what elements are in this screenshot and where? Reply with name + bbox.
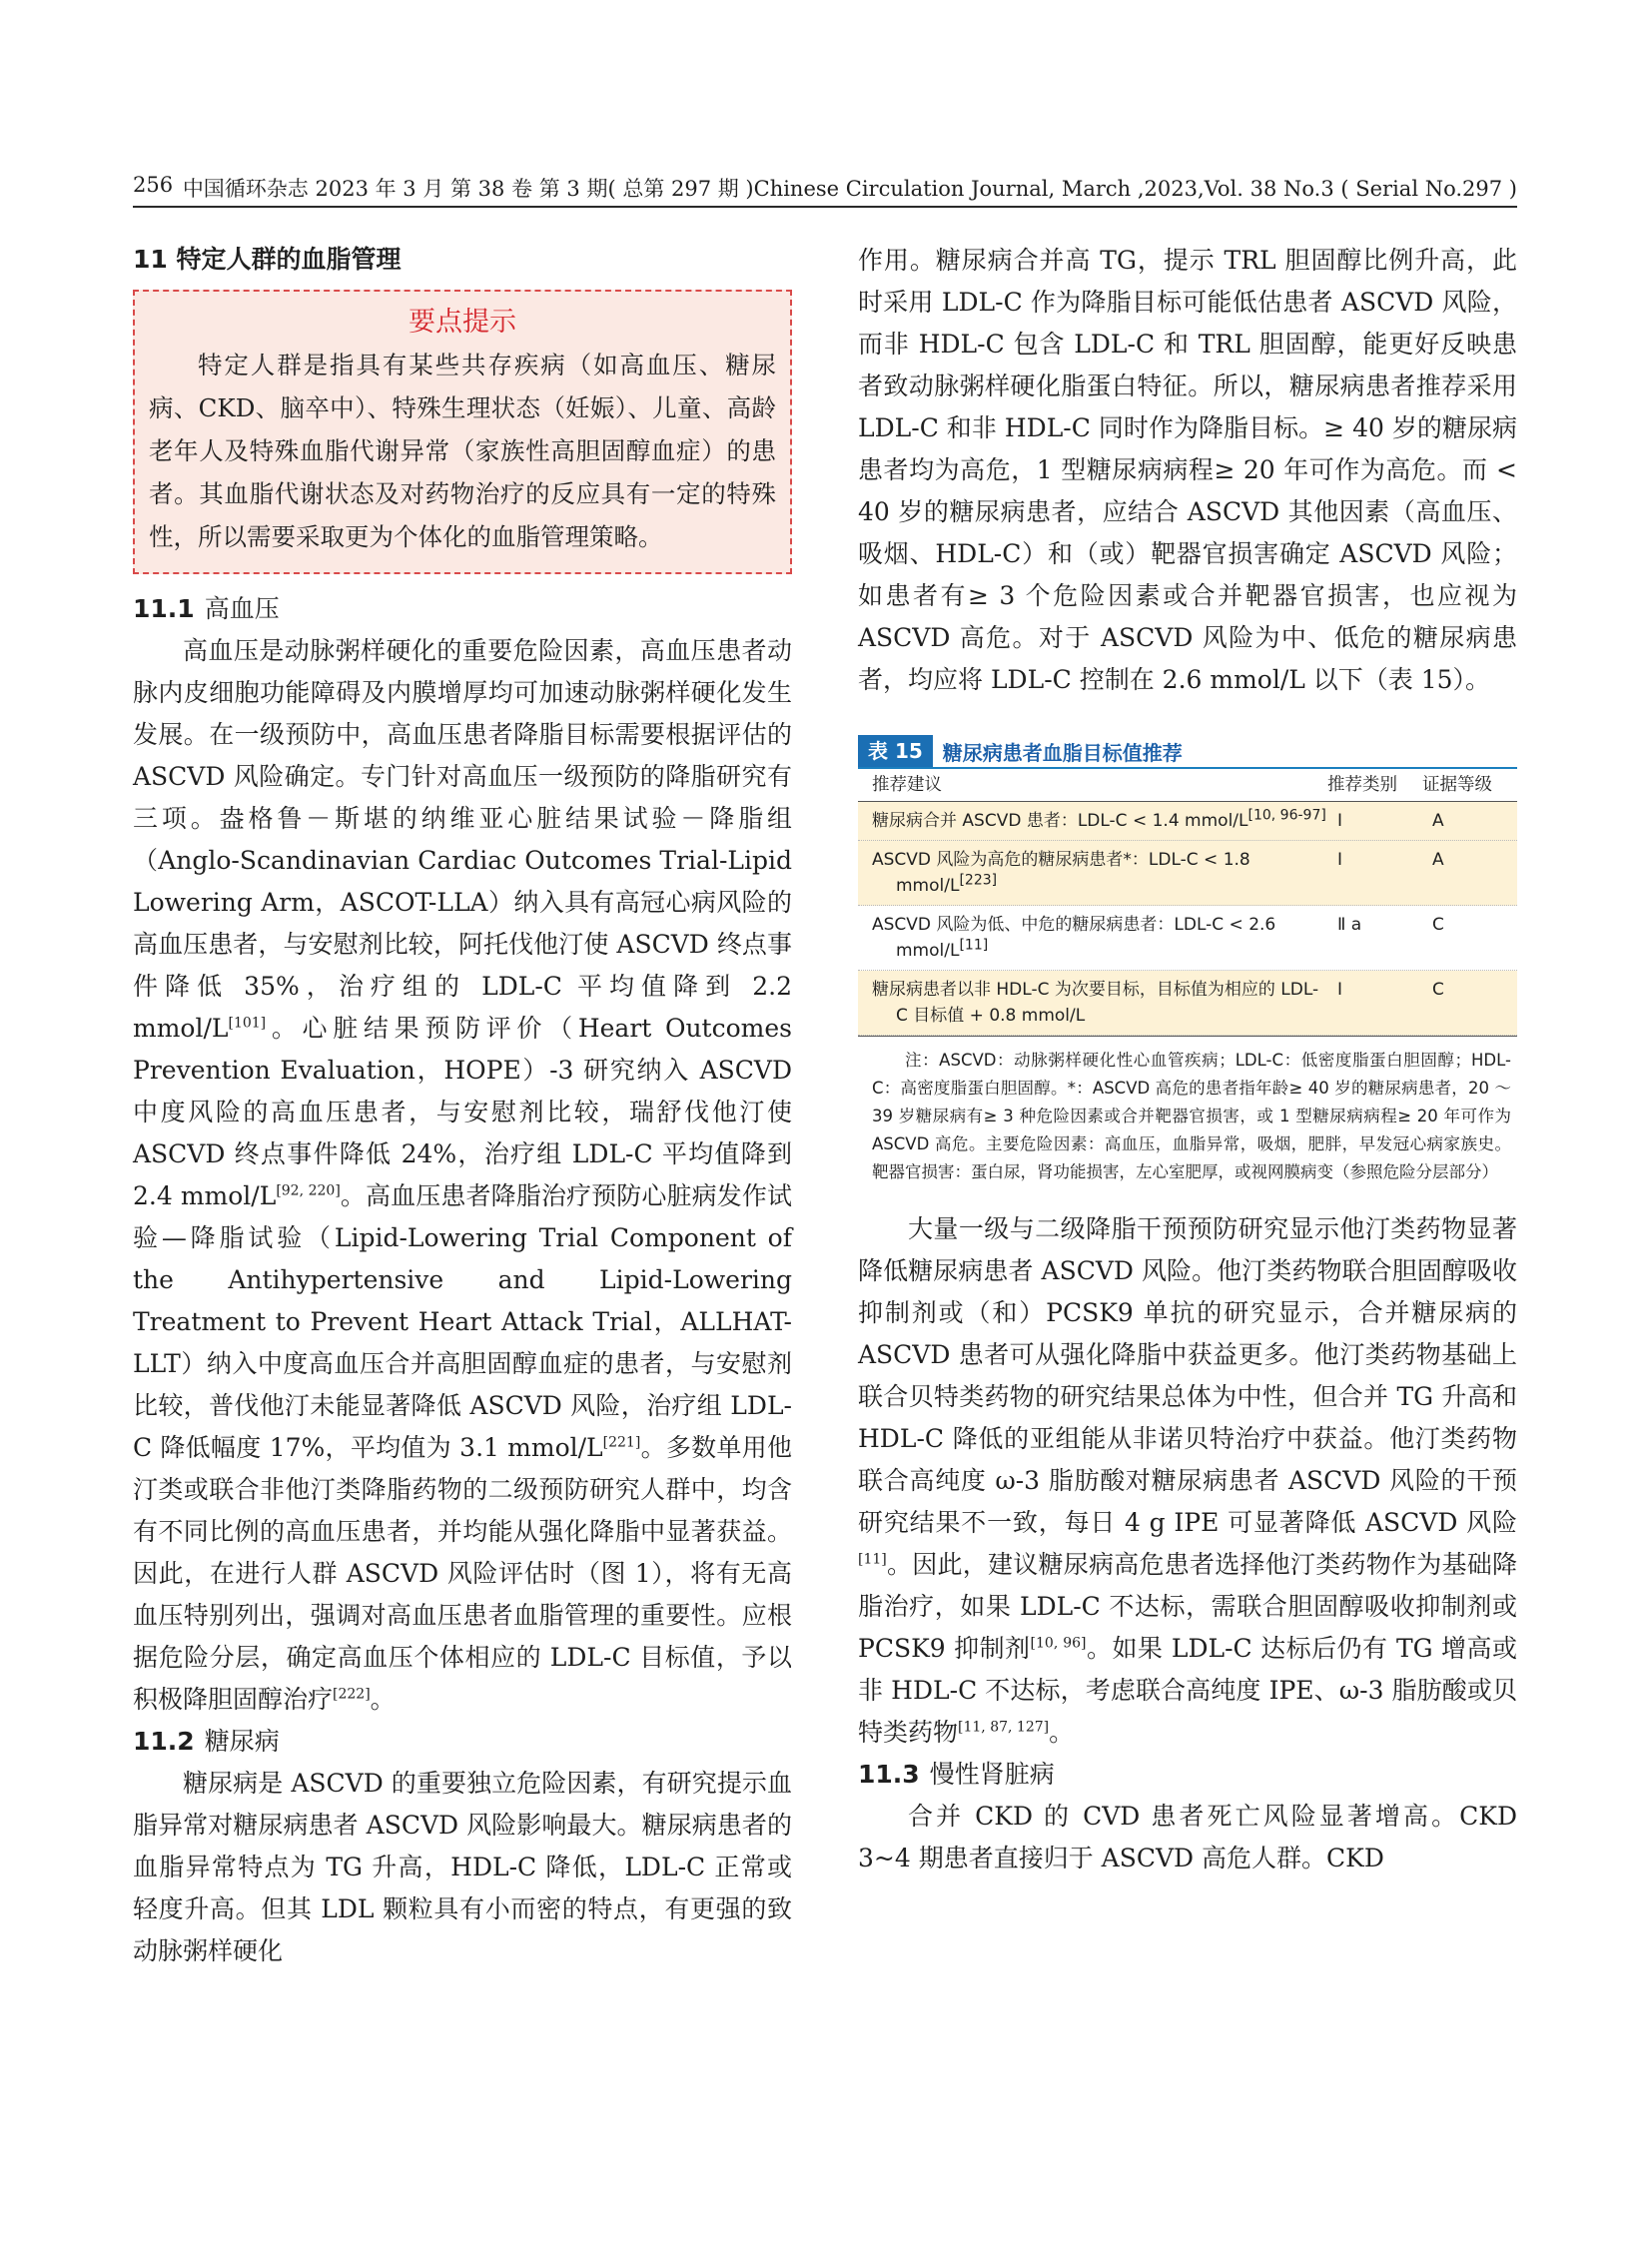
citation[interactable]: [11] [858, 1551, 887, 1568]
table-header-row [858, 769, 1517, 802]
subsection-heading-11-3 [858, 1754, 1517, 1796]
col-level: 证据等级 [1422, 775, 1492, 795]
left-column [133, 240, 792, 1972]
section-title: 11 特定人群的血脂管理 [133, 245, 402, 274]
subsection-heading-11-2 [133, 1721, 792, 1763]
cell-level: C [1432, 980, 1444, 1000]
cell-recommendation: 糖尿病患者以非 HDL-C 为次要目标，目标值为相应的 LDL-C 目标值 + 0.8 mmol/L [872, 980, 1319, 1026]
paragraph-diabetes-1: 糖尿病是 ASCVD 的重要独立危险因素，有研究提示血脂异常对糖尿病患者 ASCVD 风险影响最大。糖尿病患者的血脂异常特点为 TG 升高，HDL-C 降低，LDL-C 正常或轻度升高。但其 LDL 颗粒具有小而密的特点，有更强的致动脉粥样硬化 [133, 1769, 792, 1965]
subsection-title: 高血压 [204, 594, 280, 623]
citation[interactable]: [10, 96] [1030, 1635, 1087, 1652]
paragraph-ckd: 合并 CKD 的 CVD 患者死亡风险显著增高。CKD 3~4 期患者直接归于 ASCVD 高危人群。CKD [858, 1802, 1517, 1873]
cell-level: A [1432, 850, 1444, 870]
citation[interactable]: [223] [959, 872, 998, 889]
key-points-title: 要点提示 [409, 307, 516, 338]
header-rule [133, 206, 1517, 208]
table-title: 糖尿病患者血脂目标值推荐 [942, 740, 1183, 765]
citation[interactable]: [11] [959, 937, 989, 954]
citation[interactable]: [10, 96-97] [1247, 807, 1326, 824]
subsection-number: 11.2 [133, 1727, 195, 1756]
journal-citation: 中国循环杂志 2023 年 3 月 第 38 卷 第 3 期( 总第 297 期 )Chinese Circulation Journal, March ,2023,Vol. 38 No.3 ( Serial No.297 ) [182, 177, 1517, 201]
citation[interactable]: [222] [333, 1686, 371, 1703]
cell-recommendation: 糖尿病合并 ASCVD 患者：LDL-C < 1.4 mmol/L [872, 811, 1248, 831]
cell-level: C [1432, 915, 1444, 935]
paragraph-diabetes-1-continued: 作用。糖尿病合并高 TG，提示 TRL 胆固醇比例升高，此时采用 LDL-C 作为降脂目标可能低估患者 ASCVD 风险，而非 HDL-C 包含 LDL-C 和 TRL 胆固醇，能更好反映患者致动脉粥样硬化脂蛋白特征。所以，糖尿病患者推荐采用 LDL-C 和非 HDL-C 同时作为降脂目标。≥ 40 岁的糖尿病患者均为高危，1 型糖尿病病程≥ 20 年可作为高危。而 < 40 岁的糖尿病患者，应结合 ASCVD 其他因素（高血压、吸烟、HDL-C）和（或）靶器官损害确定 ASCVD 风险；如患者有≥ 3 个危险因素或合并靶器官损害，也应视为 ASCVD 高危。对于 ASCVD 风险为中、低危的糖尿病患者，均应将 LDL-C 控制在 2.6 mmol/L 以下（表 15）。 [858, 246, 1517, 694]
right-column [858, 240, 1517, 1879]
cell-class: I [1337, 980, 1343, 1000]
paragraph-hypertension: 高血压是动脉粥样硬化的重要危险因素，高血压患者动脉内皮细胞功能障碍及内膜增厚均可加速动脉粥样硬化发生发展。在一级预防中，高血压患者降脂目标需要根据评估的 ASCVD 风险确定。专门针对高血压一级预防的降脂研究有三项。盎格鲁－斯堪的纳维亚心脏结果试验－降脂组（Anglo-Scandinavian Cardiac Outcomes Trial-Lipid Lowering Arm，ASCOT-LLA）纳入具有高冠心病风险的高血压患者，与安慰剂比较，阿托伐他汀使 ASCVD 终点事件降低 35%，治疗组的 LDL-C 平均值降到 2.2 mmol/L[101]。心脏结果预防评价（Heart Outcomes Prevention Evaluation，HOPE）-3 研究纳入 ASCVD 中度风险的高血压患者，与安慰剂比较，瑞舒伐他汀使 ASCVD 终点事件降低 24%，治疗组 LDL-C 平均值降到 2.4 mmol/L[92, 220]。高血压患者降脂治疗预防心脏病发作试验—降脂试验（Lipid-Lowering Trial Component of the Antihypertensive and Lipid-Lowering Treatment to Prevent Heart Attack Trial，ALLHAT-LLT）纳入中度高血压合并高胆固醇血症的患者，与安慰剂比较，普伐他汀未能显著降低 ASCVD 风险，治疗组 LDL-C 降低幅度 17%，平均值为 3.1 mmol/L[221]。多数单用他汀类或联合非他汀类降脂药物的二级预防研究人群中，均含有不同比例的高血压患者，并均能从强化降脂中显著获益。因此，在进行人群 ASCVD 风险评估时（图 1），将有无高血压特别列出，强调对高血压患者血脂管理的重要性。应根据危险分层，确定高血压个体相应的 LDL-C 目标值，予以积极降胆固醇治疗[222]。 [133, 636, 792, 1714]
cell-recommendation: ASCVD 风险为低、中危的糖尿病患者：LDL-C < 2.6 mmol/L [872, 915, 1276, 961]
table-row [858, 906, 1517, 971]
cell-class: I [1337, 850, 1343, 870]
key-points-box [133, 290, 792, 574]
citation[interactable]: [221] [602, 1434, 641, 1451]
subsection-heading-11-1 [133, 588, 792, 630]
citation[interactable]: [101] [228, 1015, 267, 1032]
table-caption [858, 735, 1517, 769]
paragraph-diabetes-2: 大量一级与二级降脂干预预防研究显示他汀类药物显著降低糖尿病患者 ASCVD 风险。他汀类药物联合胆固醇吸收抑制剂或（和）PCSK9 单抗的研究显示，合并糖尿病的 ASCVD 患者可从强化降脂中获益更多。他汀类药物基础上联合贝特类药物的研究结果总体为中性，但合并 TG 升高和 HDL-C 降低的亚组能从非诺贝特治疗中获益。他汀类药物联合高纯度 ω-3 脂肪酸对糖尿病患者 ASCVD 风险的干预研究结果不一致，每日 4 g IPE 可显著降低 ASCVD 风险[11]。因此，建议糖尿病高危患者选择他汀类药物作为基础降脂治疗，如果 LDL-C 不达标，需联合胆固醇吸收抑制剂或 PCSK9 抑制剂[10, 96]。如果 LDL-C 达标后仍有 TG 增高或非 HDL-C 不达标，考虑联合高纯度 IPE、ω-3 脂肪酸或贝特类药物[11, 87, 127]。 [858, 1214, 1517, 1747]
table-row [858, 802, 1517, 841]
subsection-title: 慢性肾脏病 [929, 1760, 1055, 1789]
page-number: 256 [133, 173, 174, 197]
cell-class: I [1337, 811, 1343, 831]
cell-level: A [1432, 811, 1444, 831]
key-points-text: 特定人群是指具有某些共存疾病（如高血压、糖尿病、CKD、脑卒中）、特殊生理状态（妊娠）、儿童、高龄老年人及特殊血脂代谢异常（家族性高胆固醇血症）的患者。其血脂代谢状态及对药物治疗的反应具有一定的特殊性，所以需要采取更为个体化的血脂管理策略。 [149, 351, 776, 551]
table-row [858, 841, 1517, 906]
table-footnote: 注：ASCVD：动脉粥样硬化性心血管疾病；LDL-C：低密度脂蛋白胆固醇；HDL-C：高密度脂蛋白胆固醇。*：ASCVD 高危的患者指年龄≥ 40 岁的糖尿病患者，20 ～ 39 岁糖尿病有≥ 3 种危险因素或合并靶器官损害，或 1 型糖尿病病程≥ 20 年可作为 ASCVD 高危。主要危险因素：高血压，血脂异常，吸烟，肥胖，早发冠心病家族史。靶器官损害：蛋白尿，肾功能损害，左心室肥厚，或视网膜病变（参照危险分层部分） [872, 1051, 1511, 1181]
table-row [858, 971, 1517, 1036]
subsection-number: 11.1 [133, 594, 195, 623]
citation[interactable]: [92, 220] [276, 1182, 341, 1199]
subsection-number: 11.3 [858, 1760, 920, 1789]
citation[interactable]: [11, 87, 127] [958, 1719, 1050, 1736]
table-15 [858, 735, 1517, 1186]
cell-recommendation: ASCVD 风险为高危的糖尿病患者*：LDL-C < 1.8 mmol/L [872, 850, 1250, 896]
table-number: 表 15 [858, 735, 933, 767]
col-class: 推荐类别 [1327, 775, 1397, 795]
subsection-title: 糖尿病 [204, 1727, 280, 1756]
cell-class: Ⅱ a [1337, 915, 1362, 935]
running-header [133, 173, 1517, 203]
col-recommendation: 推荐建议 [872, 775, 942, 795]
